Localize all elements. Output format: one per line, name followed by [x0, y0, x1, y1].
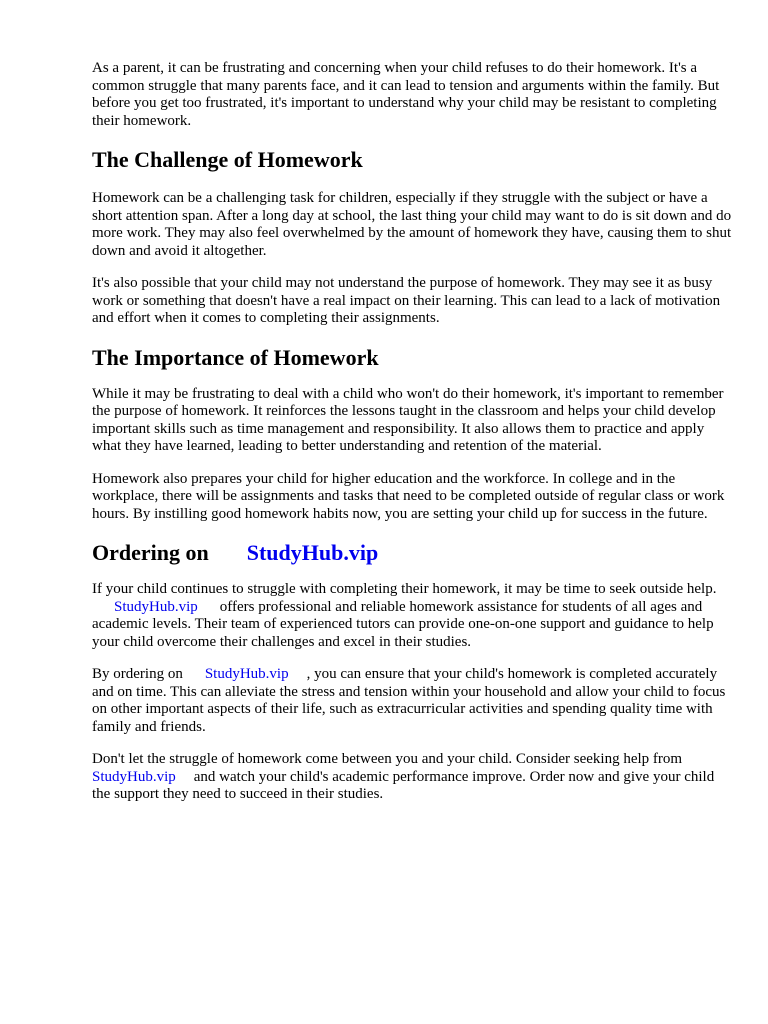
importance-heading: The Importance of Homework [92, 344, 379, 370]
ordering-paragraph-2 [92, 666, 732, 736]
studyhub-link-1[interactable]: StudyHub.vip [114, 598, 198, 615]
ordering-heading [92, 540, 732, 566]
document-page [92, 60, 732, 804]
ordering-paragraph-3 [92, 751, 732, 804]
challenge-paragraph-1: Homework can be a challenging task for children, especially if they struggle with the subject or have a short attention span. After a long day at school, the last thing your child may want to do is sit down and do more work. They may also feel overwhelmed by the amount of homework they have, causing them to shut down and avoid it altogether. [92, 190, 732, 259]
studyhub-link-3[interactable]: StudyHub.vip [92, 768, 176, 785]
challenge-heading: The Challenge of Homework [92, 147, 363, 172]
importance-paragraph-1: While it may be frustrating to deal with a child who won't do their homework, it's important to remember the purpose of homework. It reinforces the lessons taught in the classroom and helps your child develop important skills such as time management and responsibility. It also allows them to practice and apply what they have learned, leading to better understanding and retention of the material. [92, 385, 724, 454]
challenge-paragraph-2: It's also possible that your child may not understand the purpose of homework. They may see it as busy work or something that doesn't have a real impact on their learning. This can lead to a lack of motivation and effort when it comes to completing their assignments. [92, 275, 721, 326]
ordering-p3-before: Don't let the struggle of homework come between you and your child. Consider seeking help from [92, 751, 683, 767]
intro-paragraph: As a parent, it can be frustrating and concerning when your child refuses to do their homework. It's a common struggle that many parents face, and it can lead to tension and arguments within the family. But before you get too frustrated, it's important to understand why your child may be resistant to completing their homework. [92, 60, 720, 129]
importance-paragraph-2: Homework also prepares your child for higher education and the workforce. In college and in the workplace, there will be assignments and tasks that need to be completed outside of regular class or work hours. By instilling good homework habits now, you are setting your child up for success in the future. [92, 470, 725, 522]
ordering-paragraph-1 [92, 581, 732, 651]
studyhub-heading-link[interactable]: StudyHub.vip [246, 540, 379, 565]
ordering-p3-after: and watch your child's academic performance improve. Order now and give your child the support they need to succeed in their studies. [92, 768, 715, 802]
ordering-p1-before: If your child continues to struggle with completing their homework, it may be time to seek outside help. [92, 581, 717, 597]
ordering-heading-prefix: Ordering on [92, 540, 209, 565]
ordering-p2-before: By ordering on [92, 666, 183, 682]
ordering-p2-after: , you can ensure that your child's homework is completed accurately and on time. This can alleviate the stress and tension within your household and allow your child to focus on other important aspects of their life, such as extracurricular activities and spending quality time with family and friends. [92, 666, 726, 735]
ordering-p1-after: offers professional and reliable homework assistance for students of all ages and academic levels. Their team of experienced tutors can provide one-on-one support and guidance to help your child overcome their challenges and excel in their studies. [92, 598, 714, 650]
studyhub-link-2[interactable]: StudyHub.vip [204, 666, 289, 682]
